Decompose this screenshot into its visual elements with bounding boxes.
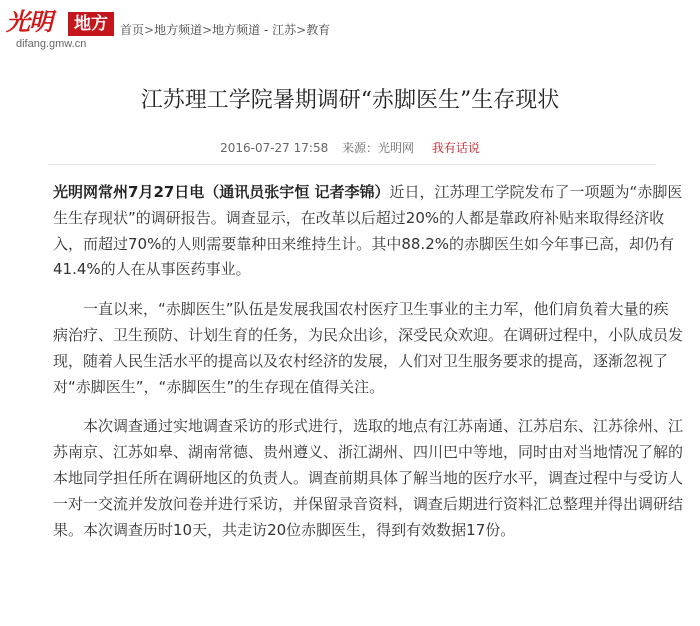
breadcrumb-education[interactable]: 教育	[306, 23, 331, 37]
paragraph-1	[53, 180, 683, 283]
logo-channel-badge: 地方	[68, 12, 114, 36]
article-source: 来源：光明网	[342, 141, 415, 155]
article-meta	[0, 140, 700, 156]
meta-divider	[48, 164, 656, 165]
dateline: 光明网常州7月27日电（通讯员张宇恒 记者李锦）	[53, 183, 390, 201]
site-header	[0, 0, 700, 52]
breadcrumb-home[interactable]: 首页	[120, 23, 145, 37]
site-logo[interactable]	[6, 8, 116, 52]
paragraph-1-text: 近日，江苏理工学院发布了一项题为“赤脚医生生存现状”的调研报告。调查显示，在改革以后超过20%的人都是靠政府补贴来取得经济收入，而超过70%的人则需要靠种田来维持生计。其中88.2%的赤脚医生如今年事已高，却仍有41.4%的人在从事医药事业。	[53, 183, 683, 279]
article-title: 江苏理工学院暑期调研“赤脚医生”生存现状	[140, 88, 560, 113]
logo-domain: difang.gmw.cn	[16, 38, 87, 50]
comment-link[interactable]: 我有话说	[431, 141, 480, 155]
publish-date: 2016-07-27 17:58	[220, 141, 329, 155]
breadcrumb-local-channel[interactable]: 地方频道	[154, 23, 203, 37]
article-body	[53, 180, 683, 557]
paragraph-2: 一直以来，“赤脚医生”队伍是发展我国农村医疗卫生事业的主力军，他们肩负着大量的疾病治疗、卫生预防、计划生育的任务，为民众出诊，深受民众欢迎。在调研过程中，小队成员发现，随着人民生活水平的提高以及农村经济的发展，人们对卫生服务要求的提高，逐渐忽视了对“赤脚医生”，“赤脚医生”的生存现在值得关注。	[53, 300, 684, 396]
paragraph-3: 本次调查通过实地调查采访的形式进行，选取的地点有江苏南通、江苏启东、江苏徐州、江苏南京、江苏如皋、湖南常德、贵州遵义、浙江湖州、四川巴中等地，同时由对当地情况了解的本地同学担任所在调研地区的负责人。调查前期具体了解当地的医疗水平，调查过程中与受访人一对一交流并发放问卷并进行采访，并保留录音资料，调查后期进行资料汇总整理并得出调研结果。本次调查历时10天，共走访20位赤脚医生，得到有效数据17份。	[53, 417, 684, 539]
breadcrumb-jiangsu[interactable]: 地方频道 - 江苏	[212, 23, 297, 37]
breadcrumb-separator: >	[202, 23, 213, 37]
breadcrumb-separator: >	[296, 23, 307, 37]
breadcrumb-separator: >	[144, 23, 155, 37]
breadcrumb	[120, 22, 330, 38]
logo-script-text: 光明	[6, 7, 52, 36]
